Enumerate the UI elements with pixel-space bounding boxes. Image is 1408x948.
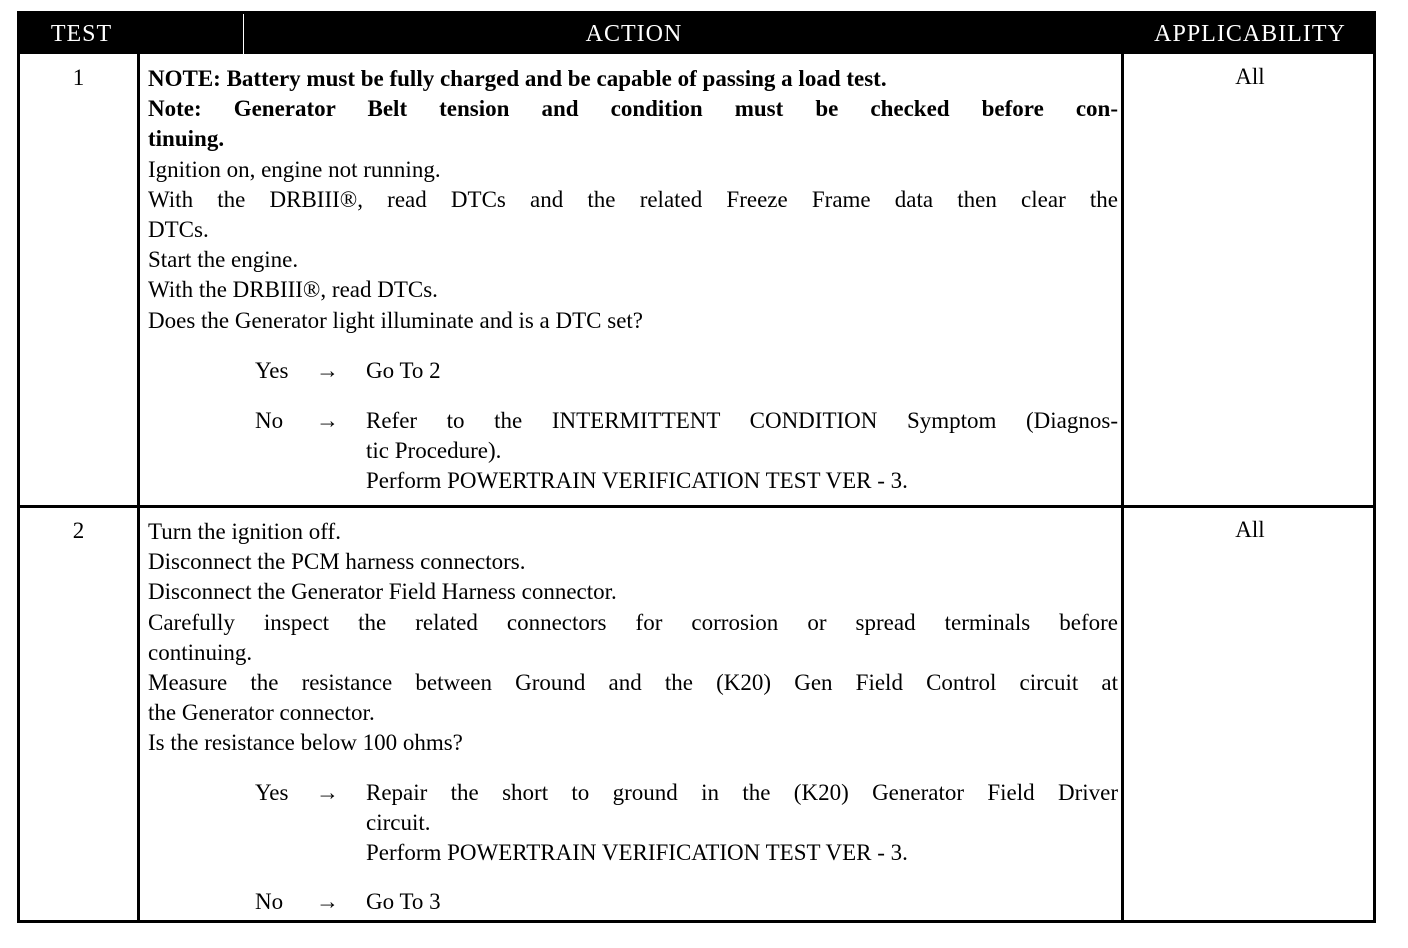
- answer-label: Yes: [255, 780, 289, 805]
- arrow-icon: →: [316, 358, 339, 383]
- answer-line: Go To 3: [366, 889, 441, 914]
- answer-body: [366, 887, 1118, 917]
- arrow-icon: →: [316, 780, 339, 805]
- answer-line: Go To 2: [366, 358, 441, 383]
- question-line: Does the Generator light illuminate and is a DTC set?: [148, 307, 644, 333]
- column-divider-applicability: [1121, 54, 1124, 923]
- test-number: 1: [72, 65, 85, 90]
- answer-line: tic Procedure).: [366, 438, 502, 464]
- row-divider: [20, 505, 1373, 508]
- answer-body: [366, 778, 1118, 869]
- answer-line: circuit.: [366, 810, 431, 836]
- action-line: DTCs.: [148, 217, 209, 243]
- applicability-value: All: [1235, 517, 1265, 542]
- action-line: Measure the resistance between Ground and the (K20) Gen Field Control circuit at: [148, 670, 1118, 696]
- header-action: ACTION: [585, 21, 683, 47]
- arrow-icon: →: [316, 889, 339, 914]
- header-applicability: APPLICABILITY: [1154, 21, 1346, 47]
- action-line: continuing.: [148, 639, 253, 665]
- action-line: Turn the ignition off.: [148, 519, 341, 544]
- diagnostic-test-table: [17, 11, 1376, 923]
- action-line: With the DRBIII®, read DTCs.: [148, 277, 438, 303]
- action-line: Ignition on, engine not running.: [148, 156, 441, 182]
- action-line: Start the engine.: [148, 247, 299, 273]
- table-header: [20, 14, 1373, 54]
- question-line: Is the resistance below 100 ohms?: [148, 730, 463, 756]
- column-divider-test: [137, 54, 140, 923]
- answer-line: Repair the short to ground in the (K20) Generator Field Driver: [366, 780, 1118, 805]
- answer-label: No: [255, 408, 284, 433]
- answer-line: Perform POWERTRAIN VERIFICATION TEST VER - 3.: [366, 840, 908, 866]
- answer-line: Refer to the INTERMITTENT CONDITION Symptom (Diagnos-: [366, 408, 1118, 433]
- action-line: Disconnect the PCM harness connectors.: [148, 549, 526, 575]
- answer-body: [366, 356, 1118, 386]
- applicability-value: All: [1235, 64, 1265, 89]
- answer-label: Yes: [255, 358, 289, 383]
- note-line: NOTE: Battery must be fully charged and be capable of passing a load test.: [148, 66, 887, 91]
- action-line: Disconnect the Generator Field Harness connector.: [148, 579, 617, 605]
- action-line: With the DRBIII®, read DTCs and the related Freeze Frame data then clear the: [148, 186, 1118, 212]
- action-line: Carefully inspect the related connectors for corrosion or spread terminals before: [148, 609, 1118, 635]
- note-line: tinuing.: [148, 126, 225, 152]
- answer-line: Perform POWERTRAIN VERIFICATION TEST VER - 3.: [366, 468, 908, 494]
- answer-body: [366, 406, 1118, 497]
- test-number: 2: [72, 518, 85, 543]
- answer-label: No: [255, 889, 284, 914]
- action-text: [148, 64, 1118, 336]
- action-text: [148, 517, 1118, 759]
- header-test: TEST: [50, 21, 113, 47]
- action-line: the Generator connector.: [148, 700, 375, 726]
- arrow-icon: →: [316, 408, 339, 433]
- note-line: Note: Generator Belt tension and condition must be checked before con-: [148, 96, 1118, 122]
